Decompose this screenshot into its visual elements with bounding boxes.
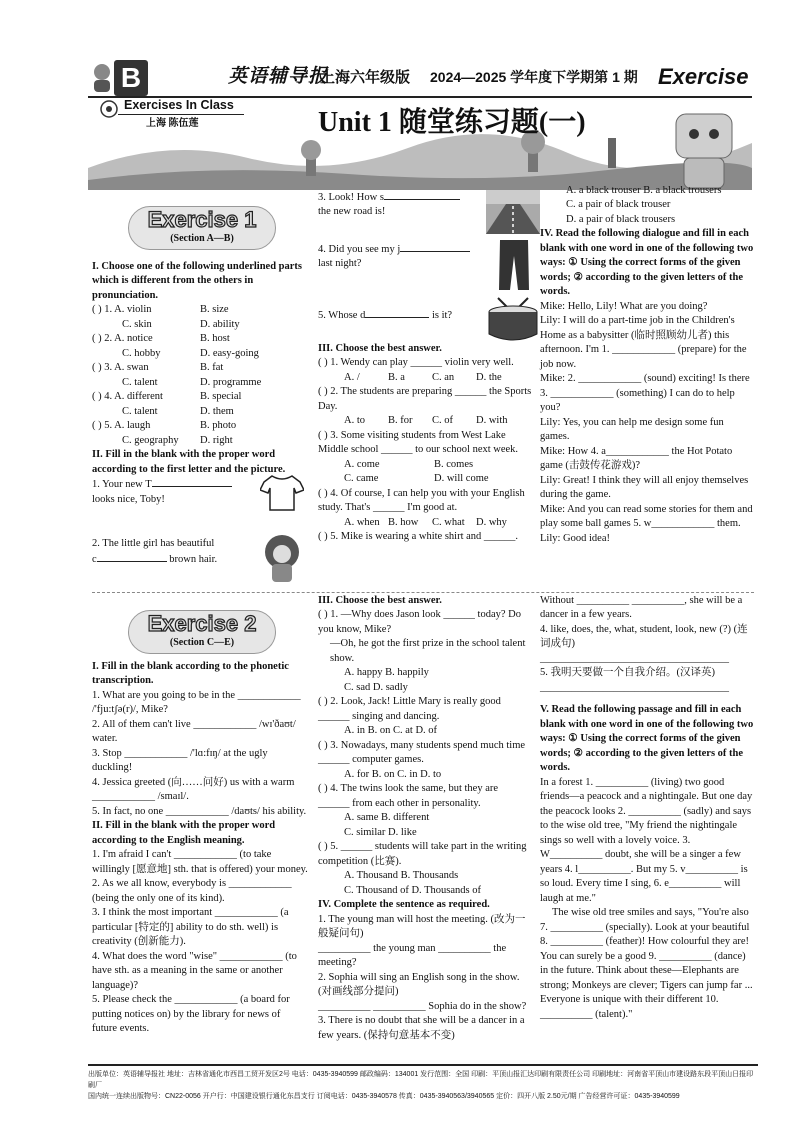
option-a: C. geography	[122, 434, 179, 446]
question-options	[318, 458, 532, 472]
ex2-part-iii-title: III. Choose the best answer.	[318, 595, 442, 606]
exercise-2-badge	[128, 610, 276, 654]
paper-version: 上海六年级版	[320, 70, 411, 86]
drum-icon	[486, 296, 540, 349]
question-stem: ( ) 4. Of course, I can help you with your English study. That's ______ I'm good at.	[318, 487, 525, 514]
ex2-column-2	[318, 594, 532, 1043]
text-line: 4. What does the word "wise" ____________ (to have sth. as a meaning in the same or another language)?	[92, 950, 297, 991]
ex1-ii-q2-blank[interactable]	[97, 552, 167, 562]
ex1-part-i-options	[92, 303, 308, 448]
dialogue-line: Lily: I will do a part-time job in the Children's Home as a babysitter (临时照顾幼儿者) this afternoon. I'm 1. ____________ (prepare) for the job now.	[540, 315, 747, 370]
text-line: 5. 我明天要做一个自我介绍。(汉译英)	[540, 667, 715, 679]
text-line: __________ the young man __________ the meeting?	[318, 942, 507, 969]
option: D. a pair of black trousers	[566, 213, 676, 225]
text-line: C. Thousand of D. Thousands of	[344, 884, 481, 896]
text-line: ( ) 5. ______ students will take part in the writing competition (比赛).	[318, 841, 527, 867]
option: A. come	[344, 458, 380, 470]
ex1-iii-q5: ( ) 5. Mike is wearing a white shirt and ______.	[318, 531, 519, 543]
dialogue-line: Mike: And you can read some stories for them and play some ball games 5. w____________ them.	[540, 503, 753, 530]
text-line: ( ) 2. Look, Jack! Little Mary is really good ______ singing and dancing.	[318, 696, 501, 722]
question	[318, 429, 532, 487]
option: A. to	[344, 415, 365, 427]
paper-kind: Exercise	[658, 64, 749, 89]
mascot-icon	[90, 62, 114, 94]
option: C. a pair of black trouser	[566, 199, 671, 211]
text-line: 3. I think the most important ____________ (a particular [特定的] ability to do sth. well) is creativity (创新能力).	[92, 907, 289, 948]
ex1-ii-q5-blank[interactable]	[365, 308, 429, 318]
dialogue-line: Lily: Good idea!	[540, 532, 610, 544]
option-a: ( ) 4. A. different	[92, 391, 163, 403]
ex2-part-i-title: I. Fill in the blank according to the phonetic transcription.	[92, 661, 289, 687]
column-author: 上海 陈伍莲	[146, 118, 199, 129]
question-options	[318, 414, 532, 428]
text-line: 1. The young man will host the meeting. (改为一般疑问句)	[318, 913, 526, 940]
ex1-column-3	[540, 184, 754, 546]
text-line: ____________________________________	[540, 681, 729, 693]
question-options	[318, 472, 532, 486]
option-b: D. programme	[200, 376, 262, 388]
ex1-part-iii-title: III. Choose the best answer.	[318, 343, 442, 354]
ex2-column-3	[540, 594, 754, 1022]
option: A. when	[344, 516, 380, 528]
ex1-part-iii-questions	[318, 356, 532, 530]
ex1-ii-q5-tail: is it?	[431, 310, 453, 321]
text-line: C. sad D. sadly	[344, 681, 408, 693]
option-b: D. ability	[200, 318, 240, 330]
question	[318, 356, 532, 385]
option-b: B. photo	[200, 420, 237, 432]
option-b: B. special	[200, 391, 242, 403]
exercise-divider	[92, 592, 754, 593]
ex1-part-i-title: I. Choose one of the following underlined parts which is different from the others in pronunciation.	[92, 261, 303, 301]
column-underline	[118, 114, 244, 115]
text-line: A. happy B. happily	[344, 667, 429, 679]
text-line: 3. Stop ____________ /'lɑ:fɪŋ/ at the ugly duckling!	[92, 747, 268, 774]
ex1-ii-q3-tail: the new road is!	[318, 206, 386, 218]
option: C. of	[432, 415, 453, 427]
tshirt-icon	[260, 474, 304, 517]
ex1-ii-q4-blank[interactable]	[400, 242, 470, 252]
option-b: D. easy-going	[200, 347, 259, 359]
paper-issue: 2024—2025 学年度下学期第 1 期	[430, 69, 638, 85]
jeans-icon	[498, 240, 530, 297]
ex1-iii-q5-options	[540, 184, 754, 227]
question	[318, 385, 532, 428]
paper-name: 英语辅导报	[228, 66, 329, 87]
question-stem: ( ) 3. Some visiting students from West Lake Middle school ______ to our school next week.	[318, 429, 519, 456]
option-row	[92, 434, 308, 448]
ex1-part-iv-title: IV. Read the following dialogue and fill in each blank with one word in one of the following two ways: ① Using the correct forms of the given words; ② according to the given letters of the words.	[540, 228, 754, 298]
option: B. comes	[434, 458, 474, 470]
option-a: C. talent	[122, 376, 158, 388]
ex1-ii-q4-text: 4. Did you see my j	[318, 244, 401, 255]
footer	[88, 1064, 758, 1102]
option-a: C. hobby	[122, 347, 161, 359]
footer-line-2: 国内统一连续出版物号：CN22-0056 开户行：中国建设银行通化东昌支行 订阅电话：0435-3940578 传真：0435-3940563/3940565 定价：四开八版 2.50元/期 广告经营许可证：0435-3940599	[88, 1093, 680, 1100]
footer-line-1: 出版单位：英语辅导报社 地址：吉林省通化市西昌工贸开发区2号 电话：0435-3940599 邮政编码：134001 发行范围：全国 印刷：平顶山报汇达印刷有限责任公司 印刷地址：河南省平顶山市建设路东段平顶山日报印刷厂	[88, 1071, 754, 1089]
option-b: B. size	[200, 304, 229, 316]
option-a: ( ) 1. A. violin	[92, 304, 152, 316]
ex1-ii-q2-letter: c	[92, 553, 97, 565]
option: A. a black trouser B. a black trousers	[566, 185, 722, 196]
option: D. with	[476, 415, 508, 427]
option: D. the	[476, 371, 502, 383]
ex2-passage	[540, 776, 754, 1022]
question-stem: ( ) 1. Wendy can play ______ violin very well.	[318, 357, 514, 369]
option-row	[92, 390, 308, 404]
option: D. why	[476, 516, 507, 528]
text-line: Without __________ __________, she will be a dancer in a few years.	[540, 595, 743, 621]
option: A. /	[344, 371, 360, 383]
ex1-ii-q1-blank[interactable]	[152, 477, 232, 487]
text-line: ____________________________________	[540, 652, 729, 664]
option-row	[92, 303, 308, 317]
option-b: B. host	[200, 333, 230, 345]
text-line: A. for B. on C. in D. to	[344, 768, 442, 780]
ex1-column-1	[92, 260, 308, 567]
column-icon	[100, 100, 118, 118]
exercise-1-section: (Section A—B)	[170, 233, 234, 244]
dialogue-line: Lily: Great! I think they will all enjoy themselves during the game.	[540, 474, 749, 501]
dialogue-line: Lily: Yes, you can help me design some fun games.	[540, 416, 724, 443]
text-line: 5. Please check the ____________ (a board for putting notices on) by the library for news of future events.	[92, 994, 290, 1035]
option: B. for	[388, 415, 413, 427]
text-line: ( ) 4. The twins look the same, but they are ______ from each other in personality.	[318, 783, 499, 809]
ex1-ii-q2-tail: brown hair.	[169, 553, 218, 565]
dialogue-line: Mike: 2. ____________ (sound) exciting! Is there 3. ____________ (something) I can do to help you?	[540, 373, 750, 414]
option-row	[92, 361, 308, 375]
column-name: Exercises In Class	[124, 98, 234, 112]
option-row	[92, 405, 308, 419]
option-a: ( ) 3. A. swan	[92, 362, 149, 374]
exercise-2-section: (Section C—E)	[169, 637, 235, 648]
option: C. an	[432, 371, 455, 383]
ex2-part-ii-questions	[92, 848, 308, 1036]
text-line: 1. What are you going to be in the ____________ /'fju:tʃə(r)/, Mike?	[92, 689, 301, 716]
ex1-dialogue	[540, 300, 754, 546]
ex2-part-i-questions	[92, 689, 308, 819]
ex2-part-v-title: V. Read the following passage and fill in each blank with one word in one of the following two ways: ① Using the correct forms of the given words; ② according to the given letters of the words.	[540, 704, 754, 774]
ex1-ii-q3-text: 3. Look! How s	[318, 192, 384, 203]
exercise-1-badge	[128, 206, 276, 250]
question-stem: ( ) 2. The students are preparing ______ the Sports Day.	[318, 386, 532, 412]
ex2-part-iv-title: IV. Complete the sentence as required.	[318, 899, 490, 911]
ex1-ii-q1-text: 1. Your new T	[92, 479, 152, 491]
text-line: 2. Sophia will sing an English song in the show. (对画线部分提问)	[318, 971, 520, 998]
option: C. came	[344, 473, 379, 485]
text-line: 4. like, does, the, what, student, look, new (?) (连词成句)	[540, 623, 748, 650]
text-line: The wise old tree smiles and says, "You're also 7. __________ (specially). Look at your beautiful 8. __________ (feather)! How colourful they are! You can surely be a good 9. __________ (dance) in the future. Think about these—Elephants are strong; Monkeys are clever; Tigers can jump far ... Everyone is unique with their different 10. __________ (talent)."	[540, 907, 753, 1020]
option: B. how	[388, 516, 419, 528]
curly-hair-girl-icon	[262, 532, 302, 587]
exercise-1-title: Exercise 1	[147, 207, 257, 232]
ex2-column-1	[92, 660, 308, 1037]
question-options	[318, 371, 532, 385]
option-a: ( ) 5. A. laugh	[92, 420, 151, 432]
exercise-2-title: Exercise 2	[147, 611, 257, 636]
ex1-ii-q1-tail: looks nice, Toby!	[92, 493, 165, 505]
text-line: ( ) 1. —Why does Jason look ______ today? Do you know, Mike?	[318, 609, 521, 635]
option: B. a	[388, 371, 405, 383]
ex2-part-iv-continued	[540, 594, 754, 695]
text-line: A. Thousand B. Thousands	[344, 870, 459, 882]
option-a: ( ) 2. A. notice	[92, 333, 153, 345]
road-icon	[486, 190, 540, 239]
text-line: ( ) 3. Nowadays, many students spend much time ______ computer games.	[318, 739, 526, 766]
text-line: __________ __________ Sophia do in the show?	[318, 1000, 527, 1012]
text-line: A. same B. different	[344, 812, 430, 824]
text-line: 2. As we all know, everybody is ____________ (being the only one of its kind).	[92, 878, 292, 904]
option-b: B. fat	[200, 362, 224, 374]
dialogue-line: Mike: How 4. a____________ the Hot Potato game (击鼓传花游戏)?	[540, 445, 733, 472]
ex2-part-ii-title: II. Fill in the blank with the proper word according to the English meaning.	[92, 820, 276, 846]
option: C. what	[432, 516, 465, 528]
option-row	[92, 376, 308, 390]
option-b: D. them	[200, 405, 234, 417]
text-line: In a forest 1. __________ (living) two good friends—a peacock and a nightingale. But one day the peacock looks 2. __________ (sadly) and says to the wise old tree, "My friend the nightingale sings so well with a lovely voice. 3. W__________ doubt, she will be a singer a few years 4. l__________. But my 5. v__________ is so loud. Every time I sing, 6. e__________ will laugh at me."	[540, 776, 753, 904]
ex2-part-iii-questions	[318, 608, 532, 898]
question-options	[318, 516, 532, 530]
option-b: D. right	[200, 434, 233, 446]
ex1-ii-q5-text: 5. Whose d	[318, 310, 366, 321]
option: D. will come	[434, 473, 489, 485]
edition-letter: B	[114, 60, 148, 96]
option-row	[92, 347, 308, 361]
option-row	[92, 318, 308, 332]
option-row	[92, 332, 308, 346]
ex1-part-ii-title: II. Fill in the blank with the proper word according to the first letter and the picture.	[92, 449, 286, 475]
ex2-part-iv-questions	[318, 913, 532, 1043]
ex1-ii-q3-blank[interactable]	[384, 190, 460, 200]
text-line: 4. Jessica greeted (向……问好) us with a warm ____________ /smaɪl/.	[92, 776, 295, 803]
dialogue-line: Mike: Hello, Lily! What are you doing?	[540, 300, 708, 312]
unit-title: Unit 1 随堂练习题(一)	[318, 107, 586, 138]
text-line: C. similar D. like	[344, 826, 417, 838]
text-line: 3. There is no doubt that she will be a dancer in a few years. (保持句意基本不变)	[318, 1015, 525, 1041]
text-line: A. in B. on C. at D. of	[344, 725, 438, 737]
question	[318, 487, 532, 530]
text-line: 5. In fact, no one ____________ /daʊts/ his ability.	[92, 805, 307, 817]
text-line: 1. I'm afraid I can't ____________ (to take willingly [愿意地] sth. that is offered) your money.	[92, 849, 308, 875]
text-line: 2. All of them can't live ____________ /wɪ'ðaʊt/ water.	[92, 718, 296, 745]
ex1-ii-q4-tail: last night?	[318, 258, 362, 270]
ex1-ii-q2-text: 2. The little girl has beautiful	[92, 538, 215, 550]
option-row	[92, 419, 308, 433]
text-line: —Oh, he got the first prize in the school talent show.	[330, 638, 526, 664]
option-a: C. skin	[122, 318, 152, 330]
option-a: C. talent	[122, 405, 158, 417]
